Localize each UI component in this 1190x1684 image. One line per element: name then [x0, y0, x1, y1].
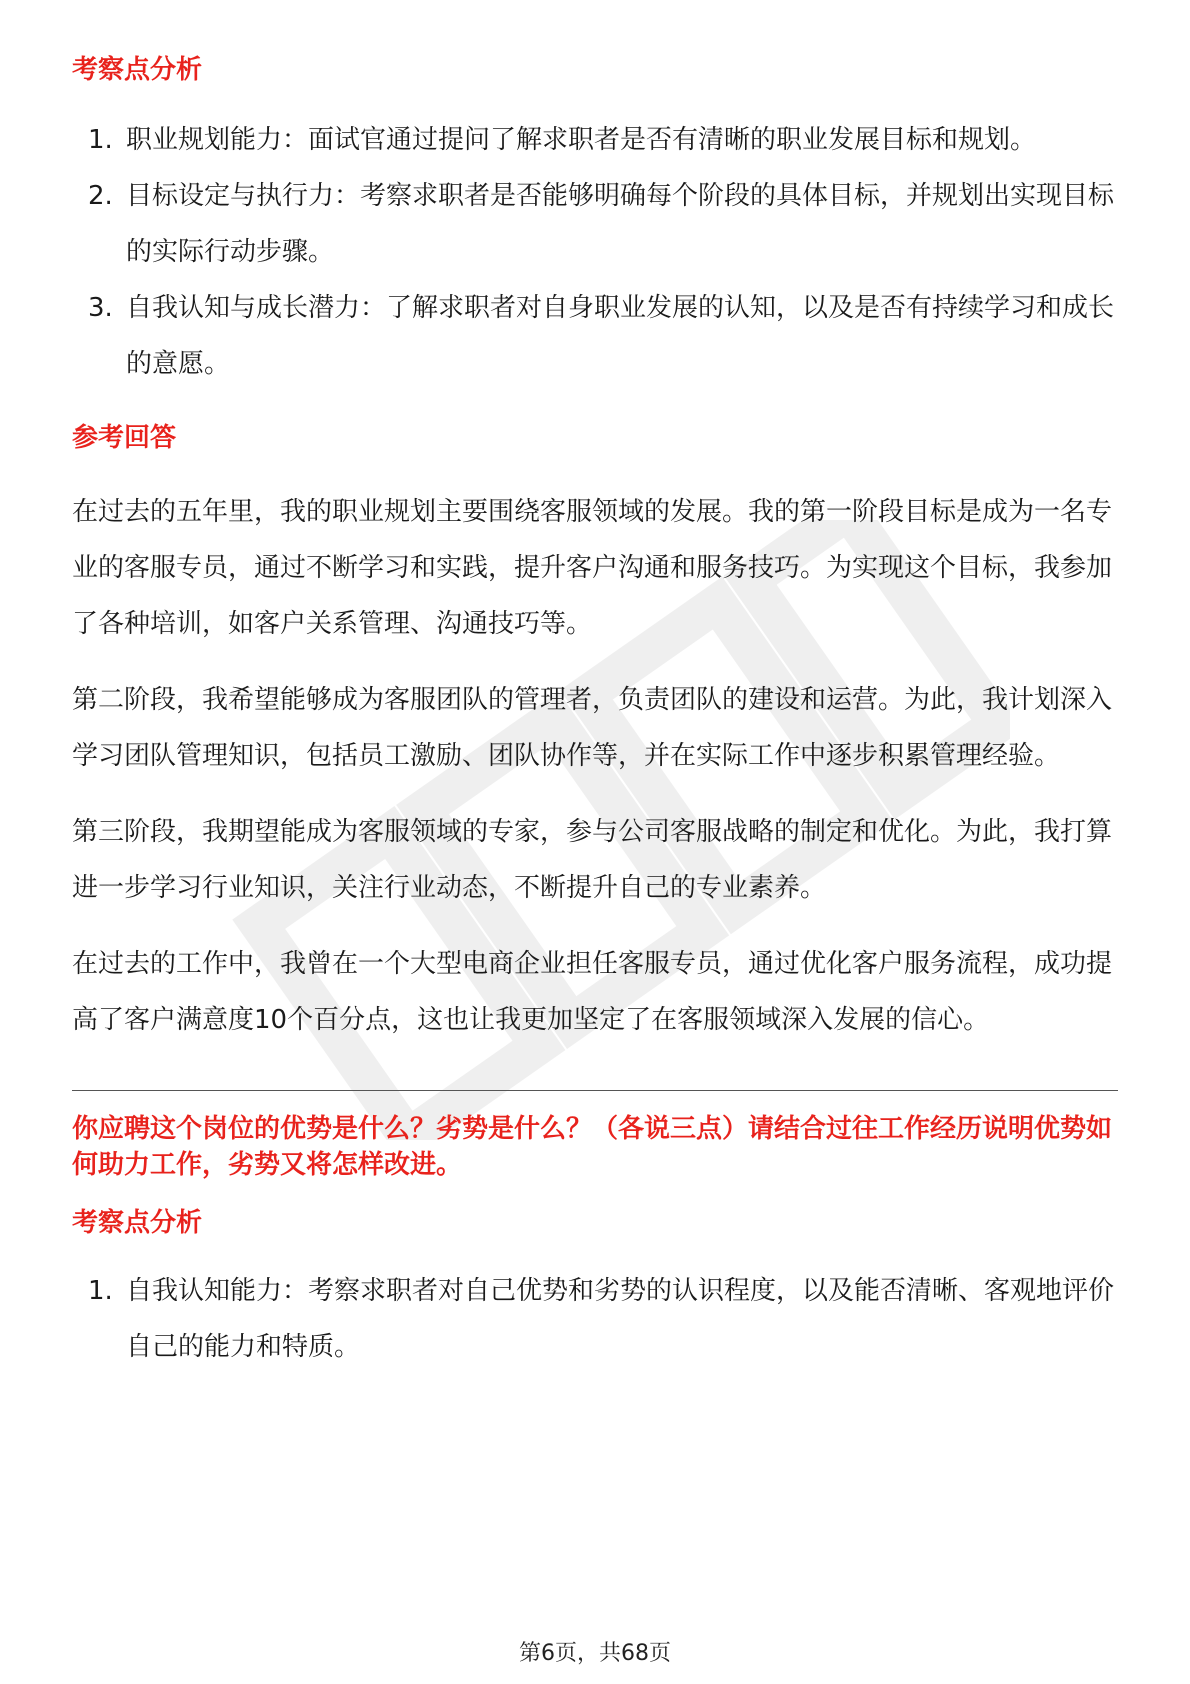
content [72, 50, 1118, 1375]
analysis-list [72, 1263, 1118, 1375]
list-text: 目标设定与执行力：考察求职者是否能够明确每个阶段的具体目标，并规划出实现目标的实际行动步骤。 [126, 181, 1115, 267]
page-footer: 第6页，共68页 [519, 1641, 671, 1666]
answer-paragraph: 在过去的五年里，我的职业规划主要围绕客服领域的发展。我的第一阶段目标是成为一名专业的客服专员，通过不断学习和实践，提升客户沟通和服务技巧。为实现这个目标，我参加了各种培训，如客户关系管理、沟通技巧等。 [72, 497, 1113, 639]
question-title: 你应聘这个岗位的优势是什么？劣势是什么？（各说三点）请结合过往工作经历说明优势如何助力工作，劣势又将怎样改进。 [72, 1114, 1113, 1180]
section-heading-analysis: 考察点分析 [72, 55, 203, 85]
list-text: 自我认知能力：考察求职者对自己优势和劣势的认识程度，以及能否清晰、客观地评价自己的能力和特质。 [126, 1276, 1115, 1362]
list-item [72, 1263, 1118, 1375]
list-text: 职业规划能力：面试官通过提问了解求职者是否有清晰的职业发展目标和规划。 [126, 125, 1037, 155]
list-number: 2. [88, 181, 113, 211]
answer-paragraph: 第三阶段，我期望能成为客服领域的专家，参与公司客服战略的制定和优化。为此，我打算进一步学习行业知识，关注行业动态，不断提升自己的专业素养。 [72, 817, 1113, 903]
list-number: 1. [88, 1276, 113, 1306]
list-item [72, 168, 1118, 280]
list-number: 1. [88, 125, 113, 155]
list-text: 自我认知与成长潜力：了解求职者对自身职业发展的认知，以及是否有持续学习和成长的意愿。 [126, 293, 1115, 379]
section-heading-analysis: 考察点分析 [72, 1208, 203, 1238]
analysis-list [72, 112, 1118, 392]
list-item [72, 280, 1118, 392]
answer-paragraph: 第二阶段，我希望能够成为客服团队的管理者，负责团队的建设和运营。为此，我计划深入学习团队管理知识，包括员工激励、团队协作等，并在实际工作中逐步积累管理经验。 [72, 685, 1113, 771]
list-number: 3. [88, 293, 113, 323]
section-heading-reference-answer: 参考回答 [72, 423, 177, 453]
answer-paragraph: 在过去的工作中，我曾在一个大型电商企业担任客服专员，通过优化客户服务流程，成功提高了客户满意度10个百分点，这也让我更加坚定了在客服领域深入发展的信心。 [72, 949, 1113, 1035]
list-item [72, 112, 1118, 168]
section-divider [72, 1090, 1118, 1091]
